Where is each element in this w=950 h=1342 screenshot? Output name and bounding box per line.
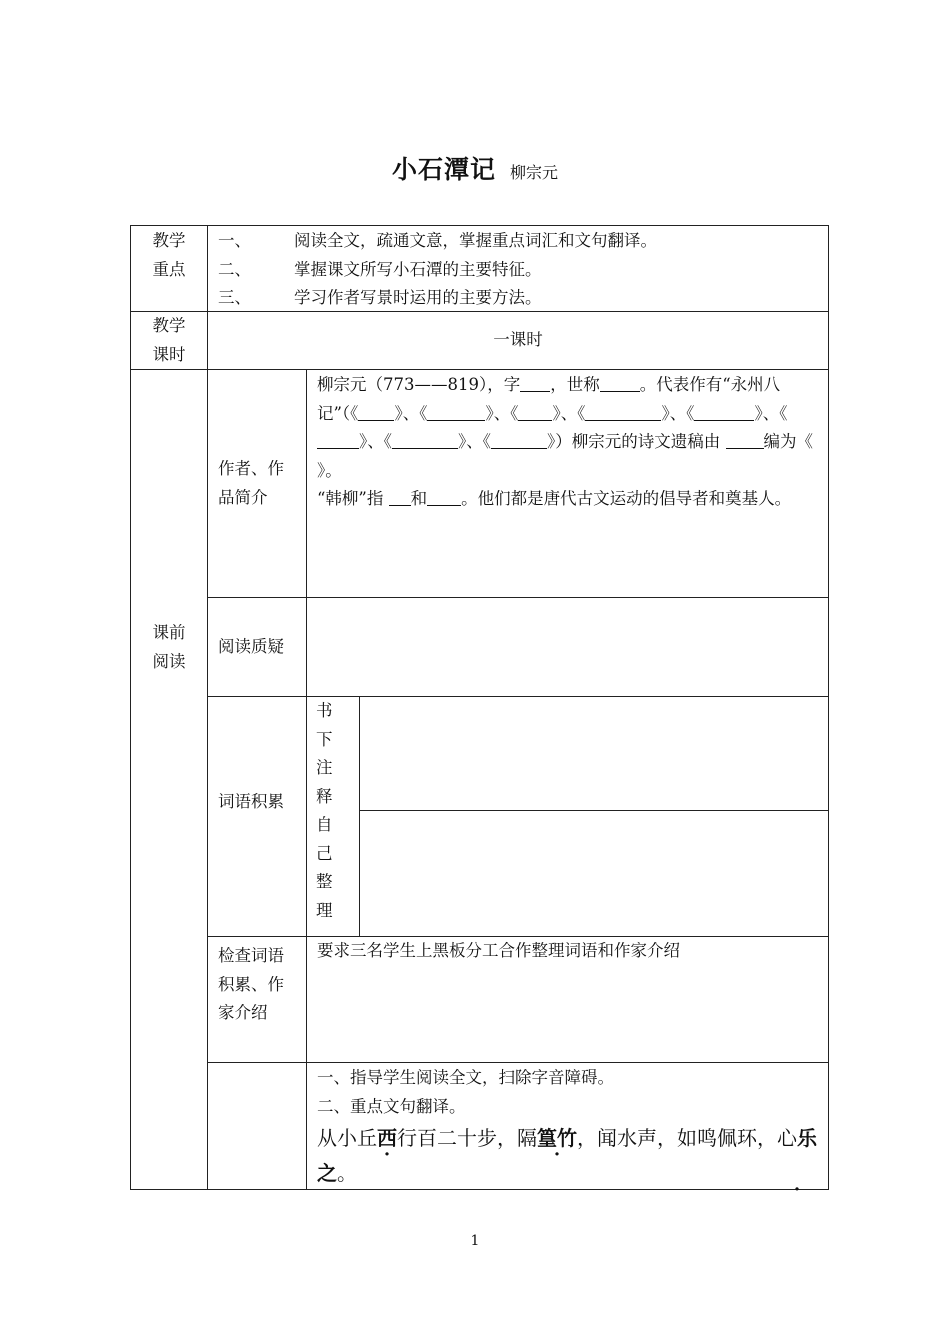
focus-item: 三、 学习作者写景时运用的主要方法。 [218,288,542,307]
teaching-focus-label: 教学重点 [152,231,186,279]
class-hours-label: 教学课时 [152,316,186,364]
blank-field[interactable] [585,403,661,421]
pre-reading-label: 课前阅读 [152,623,186,671]
blank-field[interactable] [427,488,461,506]
blank-field[interactable] [518,403,552,421]
page-number: 1 [470,1233,480,1249]
lesson-title: 小石潭记 [391,155,496,184]
blank-field[interactable] [726,431,764,449]
focus-item: 一、 阅读全文，疏通文意，掌握重点词汇和文句翻译。 [218,231,657,250]
vocab-notes-field[interactable] [361,697,827,809]
blank-field[interactable] [389,488,411,506]
blank-field[interactable] [392,431,458,449]
teaching-focus-list [218,227,818,313]
blank-field[interactable] [491,431,547,449]
blank-field[interactable] [600,374,640,392]
author-intro-content: 柳宗元（773——819），字 ，世称 。代表作有“永州八记”（《 》、《 》、《 》、《 》、《 》、《》、《 》、《 》）柳宗元的诗文遗稿由 编为《》。 “韩柳”指 和 。他们都是唐代古文运动的倡导者和奠基人。 [317,375,813,508]
row-divider-check [207,1062,829,1063]
blank-field[interactable] [317,431,359,449]
column-divider-2 [306,369,307,1190]
author-intro-label: 作者、作品简介 [218,459,284,507]
key-sentence: 从小丘西行百二十步，隔篁竹，闻水声，如鸣佩环，心乐之。 [317,1126,817,1185]
blank-field[interactable] [694,403,754,421]
blank-field[interactable] [358,403,394,421]
vocab-own-label: 自己整理 [316,815,333,920]
check-text: 要求三名学生上黑板分工合作整理词语和作家介绍 [317,941,680,960]
blank-field[interactable] [520,374,550,392]
emphasis-word: 乐之 [317,1126,817,1185]
column-divider-3 [359,696,360,936]
row-divider-hours [130,369,829,370]
emphasis-word: 篁竹 [537,1126,577,1150]
reading-questions-field[interactable] [308,598,827,695]
reading-questions-label: 阅读质疑 [218,637,284,656]
lesson-author: 柳宗元 [510,163,559,182]
focus-item: 二、 掌握课文所写小石潭的主要特征。 [218,259,542,279]
vocab-notes-label: 书下注释 [316,701,333,806]
vocab-label: 词语积累 [218,792,284,811]
vocab-own-field[interactable] [361,811,827,935]
guide-content [317,1064,823,1191]
emphasis-word: 西 [377,1126,397,1150]
lesson-plan-table [130,225,829,1190]
document-title [0,150,950,186]
guide-line: 一、指导学生阅读全文，扫除字音障碍。 [317,1068,614,1087]
table-border-top [130,225,829,226]
class-hours-value: 一课时 [493,330,543,349]
check-label: 检查词语积累、作家介绍 [218,946,284,1022]
guide-line: 二、重点文句翻译。 [317,1096,466,1116]
blank-field[interactable] [427,403,485,421]
